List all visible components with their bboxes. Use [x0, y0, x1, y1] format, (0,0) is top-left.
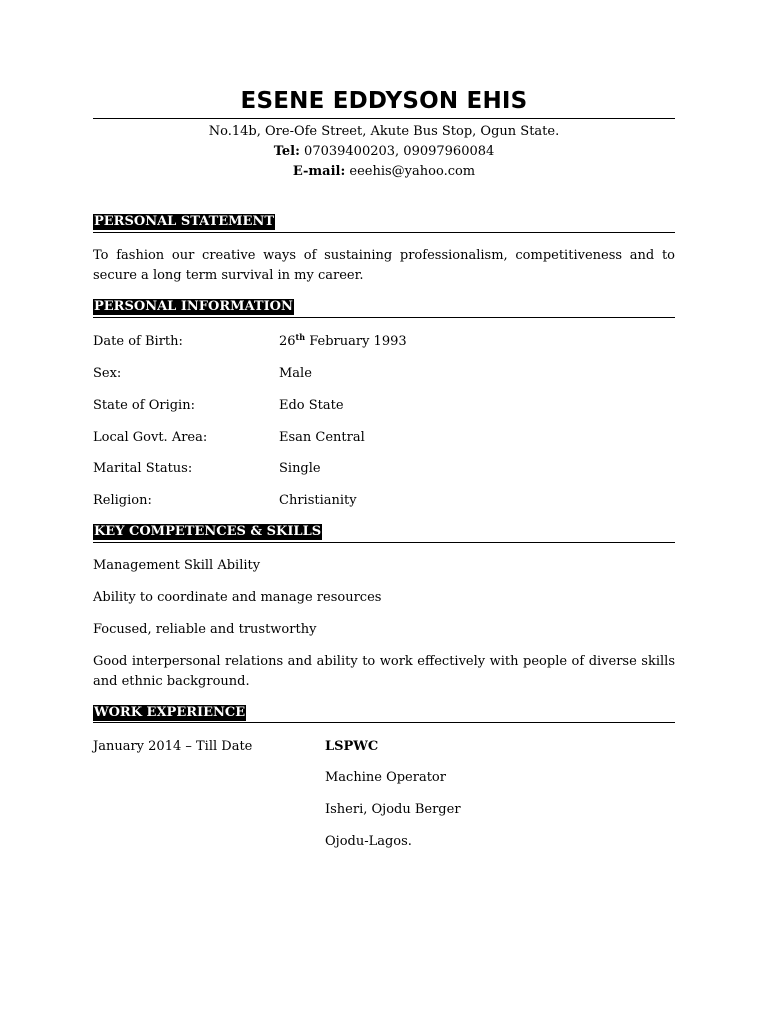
- email-label: E-mail:: [292, 164, 346, 179]
- info-label: Sex:: [93, 366, 122, 381]
- section-title-personal-statement: PERSONAL STATEMENT: [94, 214, 275, 229]
- info-value: Edo State: [279, 398, 344, 413]
- info-value-dob: [279, 333, 407, 351]
- section-divider: [93, 722, 675, 723]
- personal-statement-text: To fashion our creative ways of sustaining professionalism, competitiveness and to secure a long term survival in my career.: [93, 248, 675, 283]
- info-label: State of Origin:: [93, 398, 195, 413]
- section-title-personal-information: PERSONAL INFORMATION: [94, 299, 293, 314]
- work-employer: LSPWC: [325, 739, 379, 754]
- dob-suffix: th: [295, 332, 306, 342]
- info-value: Christianity: [279, 493, 357, 508]
- dob-day: 26: [279, 334, 296, 349]
- work-period: January 2014 – Till Date: [93, 739, 253, 754]
- tel-line: [93, 143, 675, 161]
- skill-item: Good interpersonal relations and ability to work effectively with people of diverse skills and ethnic background.: [93, 654, 675, 689]
- info-value: Esan Central: [279, 430, 365, 445]
- section-title-skills: KEY COMPETENCES & SKILLS: [94, 524, 322, 539]
- work-detail: Isheri, Ojodu Berger: [325, 802, 461, 817]
- dob-month-year: February 1993: [305, 334, 407, 349]
- skill-item: Focused, reliable and trustworthy: [93, 622, 317, 637]
- info-value: Single: [279, 461, 321, 476]
- header-divider: [93, 118, 675, 119]
- section-divider: [93, 232, 675, 233]
- section-divider: [93, 317, 675, 318]
- email-line: [93, 163, 675, 181]
- info-label-dob: Date of Birth:: [93, 334, 183, 349]
- skill-item: Ability to coordinate and manage resources: [93, 590, 382, 605]
- section-divider: [93, 542, 675, 543]
- work-detail: Ojodu-Lagos.: [325, 834, 412, 849]
- tel-label: Tel:: [273, 144, 300, 159]
- info-label: Religion:: [93, 493, 152, 508]
- section-title-work-experience: WORK EXPERIENCE: [94, 705, 246, 720]
- email-value: eeehis@yahoo.com: [349, 164, 476, 179]
- skill-item: Management Skill Ability: [93, 558, 261, 573]
- address-line: No.14b, Ore-Ofe Street, Akute Bus Stop, Ogun State.: [208, 124, 560, 139]
- tel-value: 07039400203, 09097960084: [304, 144, 495, 159]
- work-detail: Machine Operator: [325, 770, 446, 785]
- info-label: Marital Status:: [93, 461, 193, 476]
- info-label: Local Govt. Area:: [93, 430, 208, 445]
- info-value: Male: [279, 366, 312, 381]
- candidate-name: ESENE EDDYSON EHIS: [240, 88, 528, 114]
